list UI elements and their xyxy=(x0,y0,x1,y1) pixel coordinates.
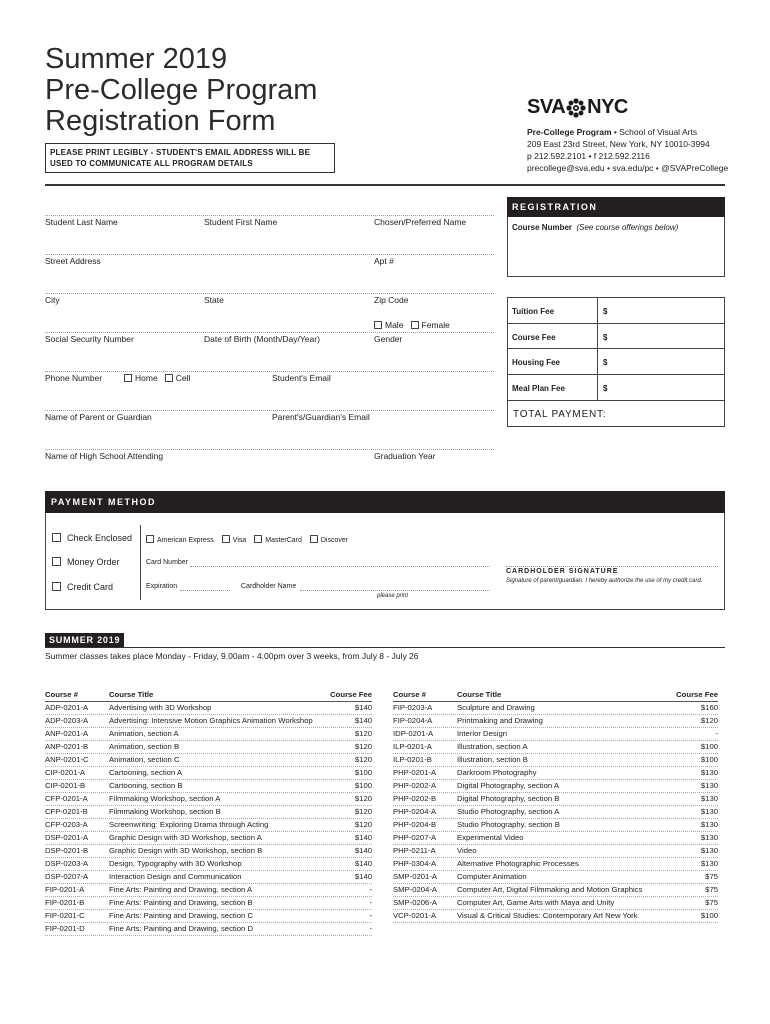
course-title: Video xyxy=(457,846,477,855)
card-types xyxy=(146,535,348,544)
contact-info xyxy=(527,126,728,174)
logo-text-left: SVA xyxy=(527,96,566,118)
parent-name-field[interactable]: Name of Parent or Guardian xyxy=(45,412,152,422)
table-row xyxy=(45,741,372,754)
course-fee: - xyxy=(369,885,372,894)
table-row xyxy=(393,702,718,715)
payment-method-heading: PAYMENT METHOD xyxy=(45,491,725,513)
course-number-text: Course Number xyxy=(512,223,573,232)
course-fee: $120 xyxy=(354,742,372,751)
course-fee: $100 xyxy=(354,768,372,777)
course-table-header xyxy=(45,689,372,702)
table-row xyxy=(393,741,718,754)
table-row xyxy=(45,910,372,923)
course-fee-label: Course Fee xyxy=(508,324,598,349)
parent-email-field[interactable]: Parent's/Guardian's Email xyxy=(272,412,370,422)
high-school-field[interactable]: Name of High School Attending xyxy=(45,451,164,461)
course-code: ANP-0201-C xyxy=(45,755,89,764)
fee-table xyxy=(507,297,725,401)
course-title: Studio Photography, section A xyxy=(457,807,560,816)
course-fee: - xyxy=(715,729,718,738)
course-fee: $75 xyxy=(705,885,718,894)
title-line-2: Pre-College Program xyxy=(45,74,318,106)
course-title: Digital Photography, section A xyxy=(457,781,559,790)
table-row xyxy=(45,845,372,858)
course-code: SMP-0204-A xyxy=(393,885,438,894)
field-line xyxy=(45,332,494,333)
course-code: CFP-0201-A xyxy=(45,794,88,803)
course-code: DSP-0203-A xyxy=(45,859,89,868)
course-code: CFP-0203-A xyxy=(45,820,88,829)
table-row xyxy=(45,728,372,741)
course-title: Visual & Critical Studies: Contemporary Art New York xyxy=(457,911,638,920)
course-title: Computer Art, Digital Filmmaking and Motion Graphics xyxy=(457,885,643,894)
course-code: SMP-0201-A xyxy=(393,872,438,881)
field-line xyxy=(45,410,494,411)
table-row xyxy=(45,884,372,897)
amex-label: American Express xyxy=(157,537,214,544)
table-row xyxy=(45,858,372,871)
course-title: Filmmaking Workshop, section A xyxy=(109,794,221,803)
course-code: PHP-0201-A xyxy=(393,768,437,777)
mastercard-label: MasterCard xyxy=(265,537,302,544)
table-row xyxy=(45,806,372,819)
course-fee: $120 xyxy=(354,807,372,816)
course-fee: $130 xyxy=(700,846,718,855)
table-row xyxy=(393,819,718,832)
course-fee: $160 xyxy=(700,703,718,712)
table-row xyxy=(45,923,372,936)
table-row xyxy=(393,832,718,845)
sva-nyc-logo xyxy=(527,96,628,119)
course-title: Fine Arts: Painting and Drawing, section D xyxy=(109,924,253,933)
table-row xyxy=(45,715,372,728)
card-number-field[interactable]: Card Number xyxy=(146,559,189,566)
course-fee: $140 xyxy=(354,846,372,855)
payment-divider xyxy=(140,525,141,600)
course-code: PHP-0304-A xyxy=(393,859,437,868)
course-code: DSP-0207-A xyxy=(45,872,89,881)
course-code: PHP-0204-B xyxy=(393,820,437,829)
money-order-checkbox[interactable] xyxy=(52,557,61,566)
male-label: Male xyxy=(385,320,404,330)
header-divider xyxy=(45,184,725,186)
phone-field[interactable]: Phone Number xyxy=(45,373,103,383)
course-title: Illustration, section A xyxy=(457,742,528,751)
course-code: PHP-0204-A xyxy=(393,807,437,816)
tuition-fee-input[interactable]: $ xyxy=(603,307,608,316)
course-code: PHP-0202-B xyxy=(393,794,437,803)
field-line xyxy=(45,293,494,294)
credit-card-label: Credit Card xyxy=(67,582,114,592)
signature-note: Signature of parent/guardian. I hereby authorize the use of my credit card. xyxy=(506,578,703,584)
course-code: FIP-0201-C xyxy=(45,911,85,920)
summer-2019-tag: SUMMER 2019 xyxy=(45,633,124,647)
table-row xyxy=(393,793,718,806)
course-fee: $120 xyxy=(700,716,718,725)
check-enclosed-option[interactable] xyxy=(52,533,132,543)
course-code: PHP-0202-A xyxy=(393,781,437,790)
street-address-field[interactable]: Street Address xyxy=(45,256,101,266)
course-code: PHP-0207-A xyxy=(393,833,437,842)
course-title: Interior Design xyxy=(457,729,507,738)
apt-field[interactable]: Apt # xyxy=(374,256,394,266)
table-row xyxy=(393,728,718,741)
field-line xyxy=(190,566,490,567)
visa-label: Visa xyxy=(232,537,247,544)
expiration-field[interactable]: Expiration xyxy=(146,583,178,590)
col-fee-header: Course Fee xyxy=(676,690,718,699)
course-number-label xyxy=(512,223,678,232)
field-line xyxy=(300,590,490,591)
cardholder-name-field[interactable]: Cardholder Name xyxy=(241,583,297,590)
zip-field[interactable]: Zip Code xyxy=(374,295,409,305)
course-title: Graphic Design with 3D Workshop, section A xyxy=(109,833,262,842)
course-title: Interaction Design and Communication xyxy=(109,872,242,881)
housing-fee-input[interactable]: $ xyxy=(603,358,608,367)
course-code: CIP-0201-B xyxy=(45,781,86,790)
field-line xyxy=(45,371,494,372)
course-code: FIP-0201-B xyxy=(45,898,85,907)
table-row xyxy=(45,871,372,884)
housing-fee-label: Housing Fee xyxy=(508,349,598,374)
course-code: FIP-0201-D xyxy=(45,924,85,933)
money-order-label: Money Order xyxy=(67,557,120,567)
home-checkbox[interactable] xyxy=(124,374,132,382)
course-fee: $140 xyxy=(354,703,372,712)
course-code: VCP-0201-A xyxy=(393,911,437,920)
course-fee: $100 xyxy=(700,755,718,764)
print-legibly-notice: PLEASE PRINT LEGIBLY - STUDENT'S EMAIL ADDRESS WILL BE USED TO COMMUNICATE ALL PROGRAM DETAILS xyxy=(45,143,335,173)
table-row xyxy=(45,754,372,767)
table-row xyxy=(45,780,372,793)
course-fee: $120 xyxy=(354,729,372,738)
course-title: Fine Arts: Painting and Drawing, section C xyxy=(109,911,253,920)
summer-description: Summer classes takes place Monday - Friday, 9.00am - 4.00pm over 3 weeks, from July 8 - July 26 xyxy=(45,651,419,661)
female-label: Female xyxy=(421,320,450,330)
registration-heading: REGISTRATION xyxy=(507,197,725,217)
money-order-option[interactable] xyxy=(52,557,120,567)
course-code: ANP-0201-B xyxy=(45,742,89,751)
contact-phone: p 212.592.2101 • f 212.592.2116 xyxy=(527,151,650,161)
field-line xyxy=(506,566,718,567)
dob-field[interactable]: Date of Birth (Month/Day/Year) xyxy=(204,334,320,344)
table-row xyxy=(393,715,718,728)
course-code: FIP-0203-A xyxy=(393,703,433,712)
course-title: Fine Arts: Painting and Drawing, section A xyxy=(109,885,253,894)
course-fee: $120 xyxy=(354,820,372,829)
course-code: ADP-0203-A xyxy=(45,716,89,725)
course-fee: $130 xyxy=(700,833,718,842)
home-label: Home xyxy=(135,373,158,383)
field-line xyxy=(180,590,230,591)
sva-flower-icon xyxy=(566,98,586,118)
course-fee-input[interactable]: $ xyxy=(603,332,608,342)
course-title: Advertising with 3D Workshop xyxy=(109,703,212,712)
state-field[interactable]: State xyxy=(204,295,224,305)
table-row xyxy=(45,897,372,910)
col-title-header: Course Title xyxy=(109,690,154,699)
table-row xyxy=(393,754,718,767)
contact-school: • School of Visual Arts xyxy=(611,127,698,137)
course-code: FIP-0204-A xyxy=(393,716,433,725)
course-title: Advertising: Intensive Motion Graphics Animation Workshop xyxy=(109,716,313,725)
course-title: Computer Art, Game Arts with Maya and Unity xyxy=(457,898,615,907)
visa-checkbox[interactable] xyxy=(222,535,230,543)
course-title: Animation, section B xyxy=(109,742,180,751)
col-title-header: Course Title xyxy=(457,690,502,699)
cardholder-signature-field[interactable]: CARDHOLDER SIGNATURE xyxy=(506,568,619,575)
contact-address: 209 East 23rd Street, New York, NY 10010-3994 xyxy=(527,139,710,149)
discover-label: Discover xyxy=(320,537,349,544)
course-title: Filmmaking Workshop, section B xyxy=(109,807,221,816)
last-name-field[interactable]: Student Last Name xyxy=(45,217,118,227)
col-fee-header: Course Fee xyxy=(330,690,372,699)
course-table-right xyxy=(393,689,718,923)
table-row xyxy=(393,858,718,871)
field-line xyxy=(45,215,494,216)
total-payment-field[interactable]: TOTAL PAYMENT: xyxy=(507,400,725,427)
meal-plan-fee-input[interactable]: $ xyxy=(603,383,608,393)
table-row xyxy=(45,793,372,806)
course-fee: $130 xyxy=(700,781,718,790)
table-row xyxy=(393,806,718,819)
course-number-hint: (See course offerings below) xyxy=(576,223,679,232)
contact-web: precollege@sva.edu • sva.edu/pc • @SVAPreCollege xyxy=(527,163,729,173)
cell-label: Cell xyxy=(175,373,191,383)
course-fee: $140 xyxy=(354,716,372,725)
course-title: Computer Animation xyxy=(457,872,527,881)
course-title: Screenwriting: Exploring Drama through Acting xyxy=(109,820,269,829)
col-code-header: Course # xyxy=(393,690,426,699)
course-title: Alternative Photographic Processes xyxy=(457,859,579,868)
course-fee: - xyxy=(369,924,372,933)
course-title: Illustration, section B xyxy=(457,755,528,764)
logo-text-right: NYC xyxy=(587,96,628,118)
field-line xyxy=(45,254,494,255)
first-name-field[interactable]: Student First Name xyxy=(204,217,278,227)
course-fee: $120 xyxy=(354,755,372,764)
course-fee: $120 xyxy=(354,794,372,803)
course-title: Animation, section C xyxy=(109,755,180,764)
table-row xyxy=(45,702,372,715)
course-table-left xyxy=(45,689,372,936)
course-code: IDP-0201-A xyxy=(393,729,434,738)
table-row xyxy=(393,845,718,858)
course-title: Darkroom Photography xyxy=(457,768,537,777)
course-code: ADP-0201-A xyxy=(45,703,89,712)
col-code-header: Course # xyxy=(45,690,78,699)
female-checkbox[interactable] xyxy=(411,321,419,329)
course-title: Fine Arts: Painting and Drawing, section B xyxy=(109,898,253,907)
male-checkbox[interactable] xyxy=(374,321,382,329)
cell-checkbox[interactable] xyxy=(165,374,173,382)
title-line-3: Registration Form xyxy=(45,105,276,137)
table-row xyxy=(393,910,718,923)
check-enclosed-checkbox[interactable] xyxy=(52,533,61,542)
course-fee: $75 xyxy=(705,872,718,881)
course-code: FIP-0201-A xyxy=(45,885,85,894)
city-field[interactable]: City xyxy=(45,295,60,305)
course-title: Animation, section A xyxy=(109,729,179,738)
table-row xyxy=(393,767,718,780)
table-row xyxy=(45,767,372,780)
page-title xyxy=(45,44,317,137)
course-fee: $130 xyxy=(700,859,718,868)
fee-row xyxy=(508,349,724,375)
course-table-header xyxy=(393,689,718,702)
course-title: Sculpture and Drawing xyxy=(457,703,535,712)
student-email-field[interactable]: Student's Email xyxy=(272,373,331,383)
course-fee: $130 xyxy=(700,820,718,829)
gender-options xyxy=(374,320,450,330)
course-fee: $140 xyxy=(354,859,372,868)
table-row xyxy=(45,832,372,845)
contact-program: Pre-College Program xyxy=(527,127,612,137)
course-fee: $130 xyxy=(700,794,718,803)
please-print-note: please print xyxy=(377,593,409,599)
course-title: Studio Photography, section B xyxy=(457,820,560,829)
table-row xyxy=(393,884,718,897)
fee-row xyxy=(508,375,724,401)
course-code: ILP-0201-B xyxy=(393,755,432,764)
discover-checkbox[interactable] xyxy=(310,535,318,543)
fee-row xyxy=(508,324,724,350)
table-row xyxy=(393,897,718,910)
course-code: CIP-0201-A xyxy=(45,768,86,777)
course-code: CFP-0201-B xyxy=(45,807,88,816)
course-fee: $100 xyxy=(354,781,372,790)
graduation-year-field[interactable]: Graduation Year xyxy=(374,451,436,461)
course-title: Cartooning, section B xyxy=(109,781,183,790)
credit-card-checkbox[interactable] xyxy=(52,582,61,591)
course-fee: $100 xyxy=(700,742,718,751)
course-fee: $130 xyxy=(700,807,718,816)
check-enclosed-label: Check Enclosed xyxy=(67,533,133,543)
course-code: DSP-0201-A xyxy=(45,833,89,842)
course-code: SMP-0206-A xyxy=(393,898,438,907)
course-fee: $140 xyxy=(354,833,372,842)
meal-plan-fee-label: Meal Plan Fee xyxy=(508,375,598,401)
course-fee: - xyxy=(369,911,372,920)
course-fee: - xyxy=(369,898,372,907)
summer-divider xyxy=(45,647,725,648)
course-code: ANP-0201-A xyxy=(45,729,89,738)
course-title: Cartooning, section A xyxy=(109,768,183,777)
course-title: Digital Photography, section B xyxy=(457,794,560,803)
tuition-fee-label: Tuition Fee xyxy=(508,298,598,323)
field-line xyxy=(45,449,494,450)
gender-field: Gender xyxy=(374,334,403,344)
table-row xyxy=(45,819,372,832)
table-row xyxy=(393,871,718,884)
course-title: Experimental Video xyxy=(457,833,524,842)
course-fee: $140 xyxy=(354,872,372,881)
course-fee: $75 xyxy=(705,898,718,907)
course-title: Design, Typography with 3D Workshop xyxy=(109,859,242,868)
course-code: PHP-0211-A xyxy=(393,846,436,855)
course-title: Graphic Design with 3D Workshop, section B xyxy=(109,846,263,855)
mastercard-checkbox[interactable] xyxy=(254,535,262,543)
chosen-name-field[interactable]: Chosen/Preferred Name xyxy=(374,217,467,227)
course-fee: $100 xyxy=(700,911,718,920)
course-code: DSP-0201-B xyxy=(45,846,89,855)
title-line-1: Summer 2019 xyxy=(45,43,228,75)
amex-checkbox[interactable] xyxy=(146,535,154,543)
table-row xyxy=(393,780,718,793)
fee-row xyxy=(508,298,724,324)
course-title: Printmaking and Drawing xyxy=(457,716,543,725)
phone-type-options xyxy=(124,373,190,383)
course-code: ILP-0201-A xyxy=(393,742,432,751)
credit-card-option[interactable] xyxy=(52,582,113,592)
ssn-field[interactable]: Social Security Number xyxy=(45,334,134,344)
course-fee: $130 xyxy=(700,768,718,777)
